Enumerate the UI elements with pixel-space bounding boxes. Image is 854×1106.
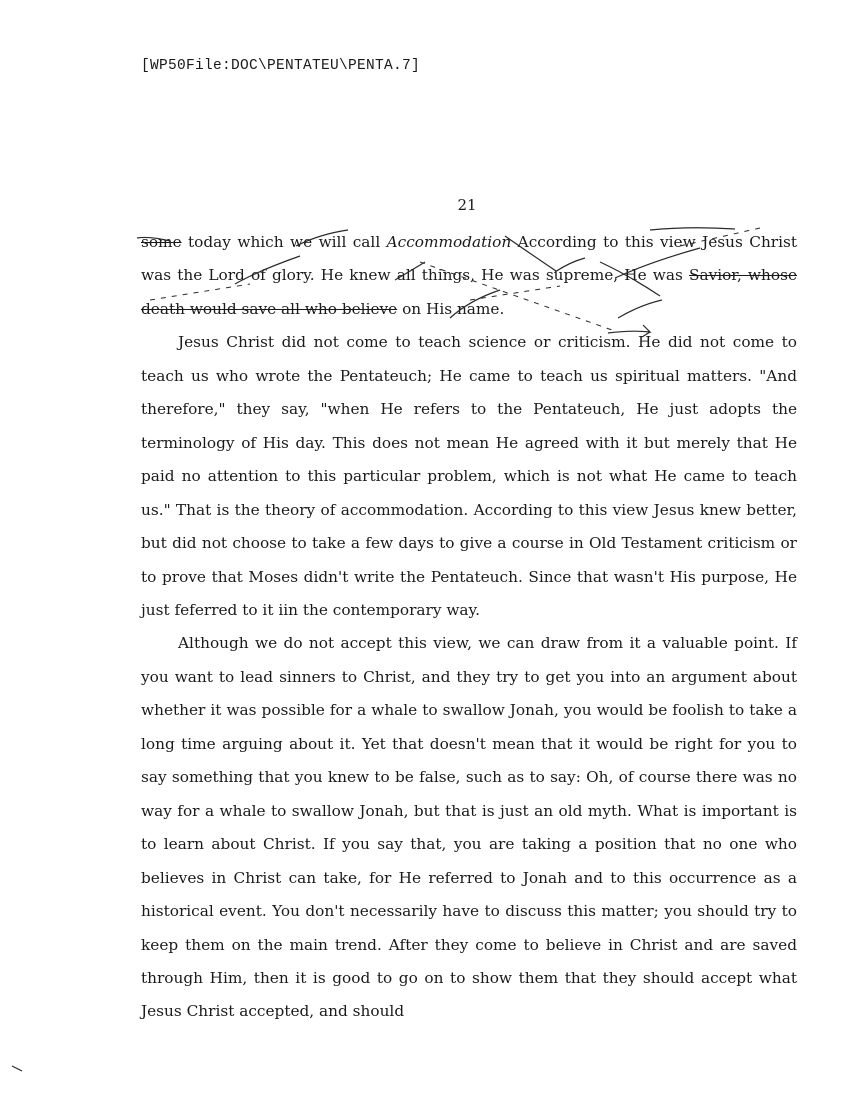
paragraph-accommodation: Jesus Christ did not come to teach science or criticism. He did not come to teach us who wrote the Pentateuch; He came to teach us spiritual matters. "And therefore," they say, "when He refers to the Pentateuch, He just adopts the terminology of His day. This does not mean He agreed with it but merely that He paid no attention to this particular problem, which is not what He came to teach us." That is the theory of accommodation. According to this view Jesus knew better, but did not choose to take a few days to give a course in Old Testament criticism or to prove that Moses didn't write the Pentateuch. Since that wasn't His purpose, He just feferred to it iin the contemporary way.	[141, 333, 797, 619]
paragraph-text: today which we will call	[181, 233, 387, 251]
struck-text-start: some	[141, 233, 182, 251]
first-paragraph	[141, 226, 797, 326]
page-number: 21	[457, 196, 477, 214]
italic-term: Accommodation	[386, 233, 512, 251]
paragraph-text: According to this view Jesus Christ was the Lord of glory. He knew all things, He was supreme, He was	[141, 233, 797, 285]
margin-mark	[12, 1066, 22, 1071]
document-body	[141, 226, 797, 1029]
paragraph-jonah: Although we do not accept this view, we can draw from it a valuable point. If you want to lead sinners to Christ, and they try to get you into an argument about whether it was possible for a whale to swallow Jonah, you would be foolish to take a long time arguing about it. Yet that doesn't mean that it would be right for you to say something that you knew to be false, such as to say: Oh, of course there was no way for a whale to swallow Jonah, but that is just an old myth. What is important is to learn about Christ. If you say that, you are taking a position that no one who believes in Christ can take, for He referred to Jonah and to this occurrence as a historical event. You don't necessarily have to discuss this matter; you should try to keep them on the main trend. After they come to believe in Christ and are saved through Him, then it is good to go on to show them that they should accept what Jesus Christ accepted, and should	[141, 634, 797, 1021]
struck-text-end: Savior, whose death would save all who believe	[141, 266, 797, 318]
paragraph-text: on His name.	[397, 299, 505, 318]
file-header: [WP50File:DOC\PENTATEU\PENTA.7]	[141, 58, 421, 74]
